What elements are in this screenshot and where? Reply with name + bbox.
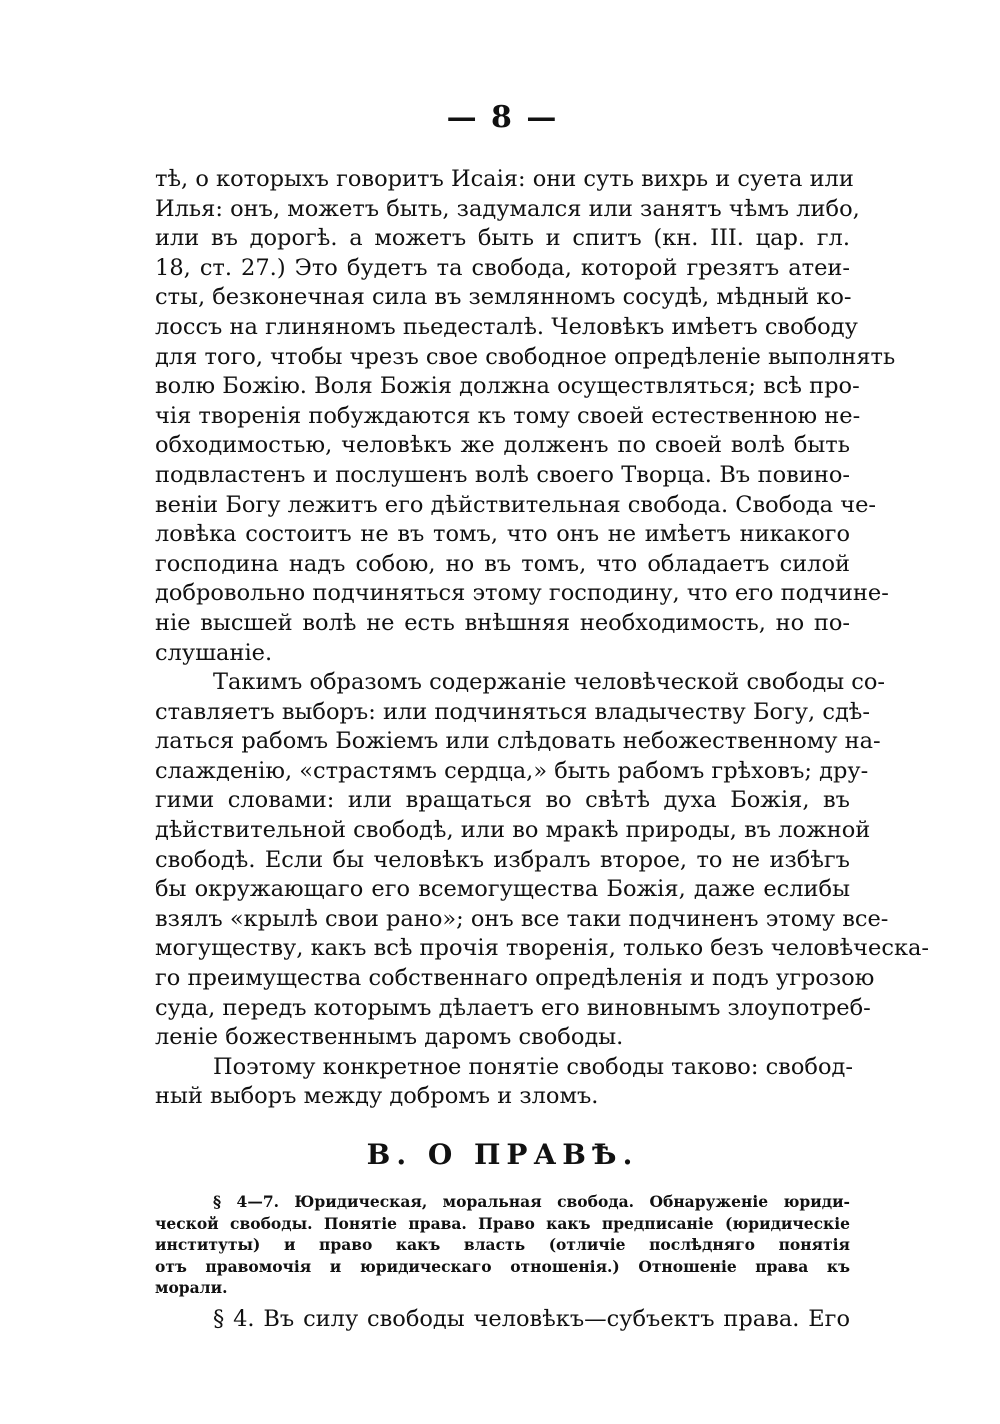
text-line: дѣйствительной свободѣ, или во мракѣ природы, въ ложной: [155, 817, 871, 844]
text-line: Поэтому конкретное понятіе свободы таково: свобод-: [213, 1053, 853, 1080]
text-line: свободѣ. Если бы человѣкъ избралъ второе, то не избѣгъ: [155, 846, 850, 873]
text-line: могуществу, какъ всѣ прочія творенія, только безъ человѣческа-: [155, 935, 930, 962]
text-line: для того, чтобы чрезъ свое свободное опредѣленіе выполнять: [155, 343, 896, 370]
text-line: гими словами: или вращаться во свѣтѣ духа Божія, въ: [155, 787, 850, 814]
text-line: го преимущества собственнаго опредѣленія и подъ угрозою: [155, 965, 875, 992]
text-line: 18, ст. 27.) Это будетъ та свобода, которой грезятъ атеи-: [155, 254, 850, 281]
text-line: бы окружающаго его всемогущества Божія, даже еслибы: [155, 876, 850, 903]
section-paragraph: [155, 1305, 850, 1335]
text-line: лоссъ на глиняномъ пьедесталѣ. Человѣкъ имѣетъ свободу: [155, 313, 858, 340]
paragraph-3: [155, 1053, 853, 1112]
text-line: господина надъ собою, но въ томъ, что обладаетъ силой: [155, 550, 850, 577]
summary-line: морали.: [155, 1278, 228, 1297]
text-line: слажденію, «страстямъ сердца,» быть рабомъ грѣховъ; дру-: [155, 757, 869, 784]
text-line: § 4. Въ силу свободы человѣкъ—субъектъ права. Его: [213, 1305, 850, 1332]
paragraph-1: [155, 165, 896, 668]
text-line: ставляетъ выборъ: или подчиняться владычеству Богу, сдѣ-: [155, 698, 870, 725]
text-line: сты, безконечная сила въ землянномъ сосудѣ, мѣдный ко-: [155, 284, 852, 311]
text-line: тѣ, о которыхъ говоритъ Исаія: они суть вихрь и суета или: [155, 166, 854, 192]
summary-line: § 4—7. Юридическая, моральная свобода. Обнаруженіе юриди-: [213, 1192, 850, 1211]
text-line: латься рабомъ Божіемъ или слѣдовать небожественному на-: [155, 728, 881, 755]
section-summary: [155, 1191, 850, 1299]
text-line: ловѣка состоитъ не въ томъ, что онъ не имѣетъ никакого: [155, 521, 850, 548]
text-line: суда, передъ которымъ дѣлаетъ его виновнымъ злоупотреб-: [155, 994, 871, 1021]
text-line: взялъ «крылѣ свои рано»; онъ все таки подчиненъ этому все-: [155, 905, 889, 932]
summary-line: институты) и право какъ власть (отличіе послѣдняго понятія: [155, 1235, 850, 1254]
text-line: или въ дорогѣ. а можетъ быть и спитъ (кн. III. цар. гл.: [155, 225, 850, 252]
section-heading: В. О ПРАВѢ.: [366, 1138, 639, 1171]
text-line: Такимъ образомъ содержаніе человѣческой свободы со-: [213, 669, 886, 696]
text-line: веніи Богу лежитъ его дѣйствительная свобода. Свобода че-: [155, 491, 877, 518]
text-line: ный выборъ между добромъ и зломъ.: [155, 1083, 599, 1110]
text-line: волю Божію. Воля Божія должна осуществляться; всѣ про-: [155, 373, 860, 400]
text-line: слушаніе.: [155, 639, 273, 666]
paragraph-2: [155, 668, 930, 1053]
summary-line: ческой свободы. Понятіе права. Право какъ предписаніе (юридическіе: [155, 1213, 850, 1233]
text-line: обходимостью, человѣкъ же долженъ по своей волѣ быть: [155, 432, 850, 459]
text-line: ніе высшей волѣ не есть внѣшняя необходимость, но по-: [155, 609, 850, 636]
page-number: — 8 —: [446, 100, 559, 135]
summary-line: отъ правомочія и юридическаго отношенія.) Отношеніе права къ: [155, 1256, 850, 1276]
book-page: [155, 100, 930, 1334]
text-line: добровольно подчиняться этому господину, что его подчине-: [155, 580, 889, 607]
text-line: Илья: онъ, можетъ быть, задумался или занятъ чѣмъ либо,: [155, 195, 860, 222]
text-line: леніе божественнымъ даромъ свободы.: [155, 1024, 624, 1051]
text-line: чія творенія побуждаются къ тому своей естественною не-: [155, 402, 861, 429]
text-line: подвластенъ и послушенъ волѣ своего Творца. Въ повино-: [155, 461, 850, 488]
